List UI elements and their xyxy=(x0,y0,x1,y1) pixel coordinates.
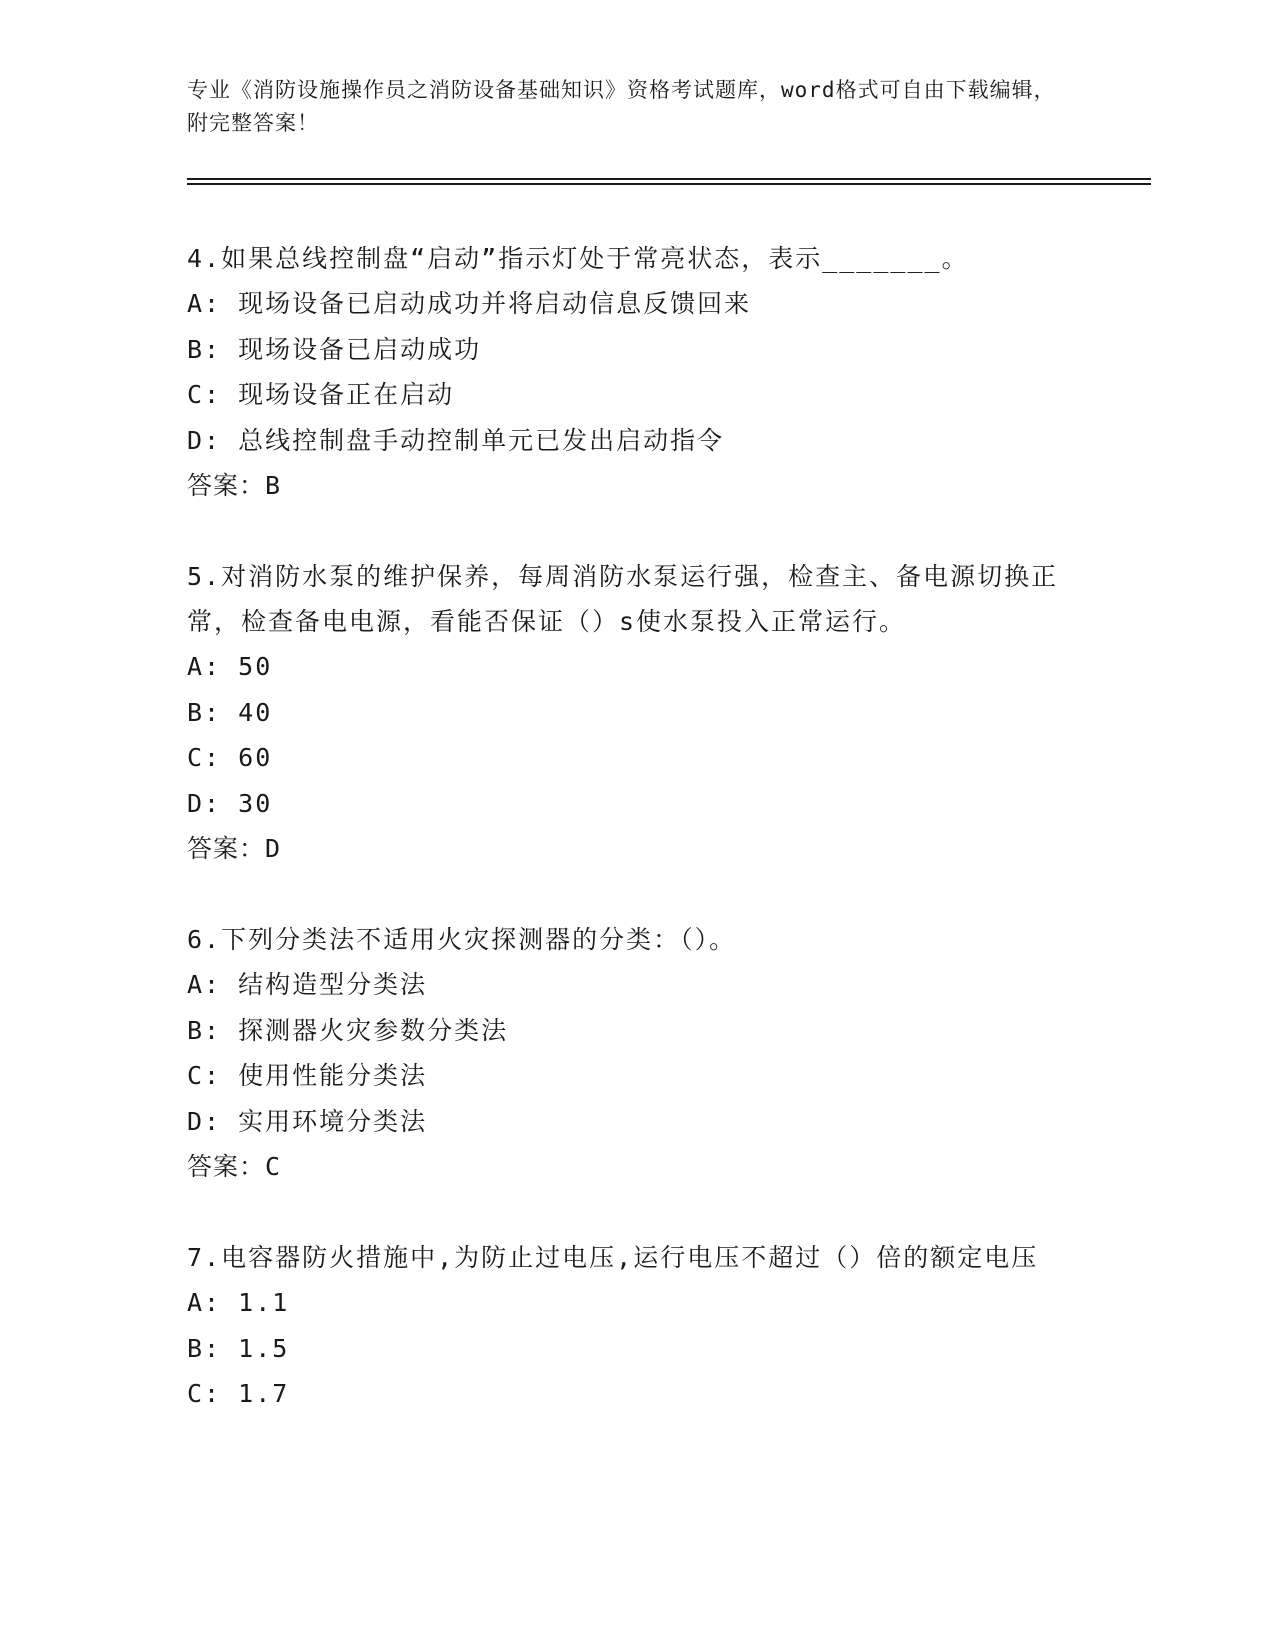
option-b: B: 40 xyxy=(187,697,273,727)
document-header xyxy=(187,74,1067,140)
question-5 xyxy=(187,554,1067,871)
option-d: D: 实用环境分类法 xyxy=(187,1106,428,1136)
answer-value: D xyxy=(265,834,282,863)
answer-line xyxy=(187,463,1067,508)
option-c: C: 使用性能分类法 xyxy=(187,1061,428,1090)
option-d: D: 30 xyxy=(187,788,273,818)
answer-label: 答案： xyxy=(187,834,266,863)
option-b: B: 1.5 xyxy=(187,1333,290,1363)
option-c: C: 现场设备正在启动 xyxy=(187,380,455,409)
option-a: A: 结构造型分类法 xyxy=(187,970,428,999)
question-stem: 6.下列分类法不适用火灾探测器的分类：（）。 xyxy=(187,925,737,954)
option-a: A: 1.1 xyxy=(187,1288,290,1317)
document-title: 专业《消防设施操作员之消防设备基础知识》资格考试题库，word格式可自由下载编辑，附完整答案！ xyxy=(187,78,1056,135)
answer-line xyxy=(187,1144,1067,1189)
option-c: C: 60 xyxy=(187,743,273,772)
answer-value: B xyxy=(265,471,282,500)
question-stem: 5.对消防水泵的维护保养，每周消防水泵运行强，检查主、备电源切换正常，检查备电电源，看能否保证（）s使水泵投入正常运行。 xyxy=(187,562,1059,636)
option-b: B: 现场设备已启动成功 xyxy=(187,334,482,364)
header-divider-top xyxy=(187,178,1151,180)
answer-value: C xyxy=(265,1152,282,1181)
question-4 xyxy=(187,236,1067,508)
answer-label: 答案： xyxy=(187,1152,266,1181)
option-c: C: 1.7 xyxy=(187,1379,290,1408)
question-7 xyxy=(187,1235,1067,1417)
header-divider-bottom xyxy=(187,183,1151,185)
question-stem: 7.电容器防火措施中,为防止过电压,运行电压不超过（）倍的额定电压 xyxy=(187,1243,1039,1272)
answer-line xyxy=(187,826,1067,871)
question-stem: 4.如果总线控制盘“启动”指示灯处于常亮状态，表示_______。 xyxy=(187,244,969,273)
answer-label: 答案： xyxy=(187,471,266,500)
option-b: B: 探测器火灾参数分类法 xyxy=(187,1015,509,1045)
option-d: D: 总线控制盘手动控制单元已发出启动指令 xyxy=(187,425,725,455)
question-6 xyxy=(187,917,1067,1189)
option-a: A: 现场设备已启动成功并将启动信息反馈回来 xyxy=(187,289,752,318)
question-list xyxy=(187,236,1067,1463)
option-a: A: 50 xyxy=(187,652,273,681)
